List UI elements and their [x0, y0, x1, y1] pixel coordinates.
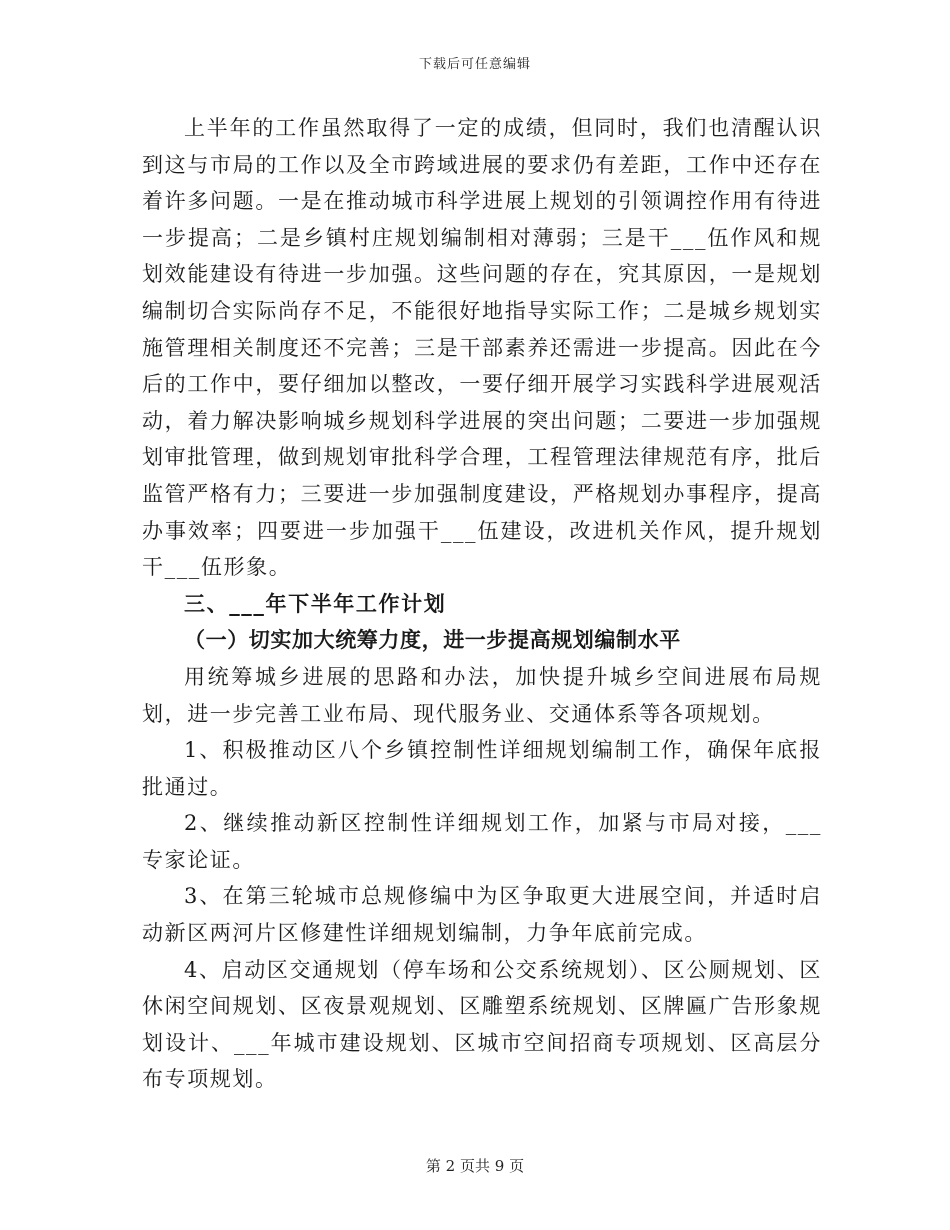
- list-item-4: 4、启动区交通规划（停车场和公交系统规划）、区公厕规划、区休闲空间规划、区夜景观规划、区雕塑系统规划、区牌匾广告形象规划设计、___年城市建设规划、区城市空间招商专项规划、区高层分布专项规划。: [142, 957, 822, 1092]
- page-footer: 第 2 页共 9 页: [425, 1157, 525, 1175]
- list-item-3: 3、在第三轮城市总规修编中为区争取更大进展空间，并适时启动新区两河片区修建性详细规划编制，力争年底前完成。: [142, 884, 822, 946]
- paragraph-overview: 用统筹城乡进展的思路和办法，加快提升城乡空间进展布局规划，进一步完善工业布局、现代服务业、交通体系等各项规划。: [142, 664, 822, 726]
- paragraph-problems: 上半年的工作虽然取得了一定的成绩，但同时，我们也清醒认识到这与市局的工作以及全市跨域进展的要求仍有差距，工作中还存在着许多问题。一是在推动城市科学进展上规划的引领调控作用有待进一步提高；二是乡镇村庄规划编制相对薄弱；三是干___伍作风和规划效能建设有待进一步加强。这些问题的存在，究其原因，一是规划编制切合实际尚存不足，不能很好地指导实际工作；二是城乡规划实施管理相关制度还不完善；三是干部素养还需进一步提高。因此在今后的工作中，要仔细加以整改，一要仔细开展学习实践科学进展观活动，着力解决影响城乡规划科学进展的突出问题；二要进一步加强规划审批管理，做到规划审批科学合理，工程管理法律规范有序，批后监管严格有力；三要进一步加强制度建设，严格规划办事程序，提高办事效率；四要进一步加强干___伍建设，改进机关作风，提升规划干___伍形象。: [142, 116, 822, 580]
- section-heading: 三、___年下半年工作计划: [184, 590, 447, 616]
- list-item-2: 2、继续推动新区控制性详细规划工作，加紧与市局对接，___专家论证。: [142, 811, 822, 872]
- document-body: [142, 110, 822, 1098]
- page-header: 下载后可任意编辑: [418, 57, 531, 72]
- list-item-1: 1、积极推动区八个乡镇控制性详细规划编制工作，确保年底报批通过。: [142, 738, 822, 799]
- subsection-heading: （一）切实加大统筹力度，进一步提高规划编制水平: [184, 627, 681, 653]
